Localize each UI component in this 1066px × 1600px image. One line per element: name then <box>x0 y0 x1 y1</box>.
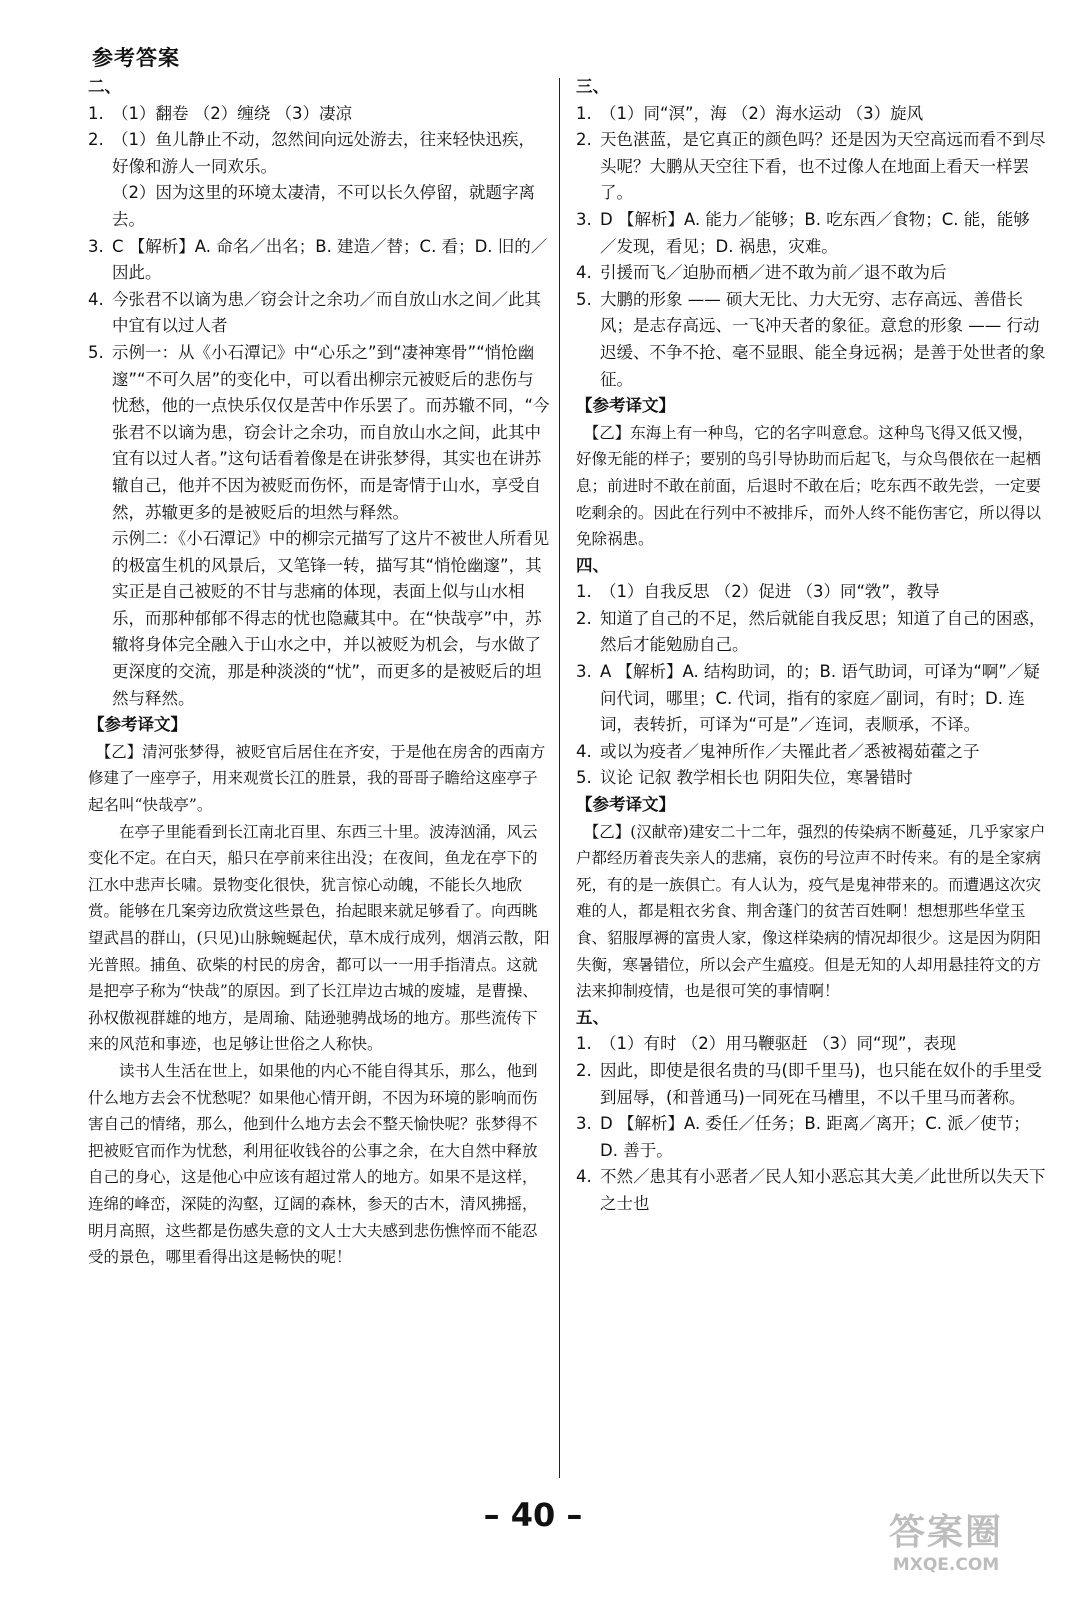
left-column <box>88 74 550 1271</box>
answer-item <box>576 287 1046 393</box>
reference-translation-heading: 【参考译文】 <box>88 715 187 735</box>
item-text: 今张君不以谪为患／窃会计之余功／而自放山水之间／此其中宜有以过人者 <box>112 289 541 336</box>
section-heading-4: 四、 <box>576 555 609 575</box>
answer-item <box>576 127 1046 207</box>
item-number: 1. <box>576 103 592 123</box>
item-number: 4. <box>576 263 592 283</box>
item-text: （1）同“溟”，海 （2）海水运动 （3）旋风 <box>600 103 924 123</box>
answer-item <box>576 1031 1046 1058</box>
item-number: 5. <box>576 289 592 309</box>
item-number: 5. <box>576 768 592 788</box>
item-number: 5. <box>88 342 104 362</box>
item-text: 知道了自己的不足，然后就能自我反思；知道了自己的困惑，然后才能勉励自己。 <box>600 608 1046 655</box>
answer-item <box>576 579 1046 606</box>
answer-item <box>576 659 1046 739</box>
answer-item <box>576 260 1046 287</box>
item-number: 1. <box>576 1034 592 1054</box>
item-text: （1）有时 （2）用马鞭驱赶 （3）同“现”，表现 <box>600 1034 957 1054</box>
watermark-logo <box>866 1504 1026 1584</box>
item-text: C 【解析】A. 命名／出名；B. 建造／替；C. 看；D. 旧的／因此。 <box>112 236 548 283</box>
item-number: 3. <box>576 1114 592 1134</box>
answer-item <box>576 1058 1046 1111</box>
answer-item <box>576 765 1046 792</box>
item-text: A 【解析】A. 结构助词，的；B. 语气助词，可译为“啊”／疑问代词，哪里；C. 代词，指有的家庭／副词，有时；D. 连词，表转折，可译为“可是”／连词，表顺承，不译。 <box>600 662 1040 735</box>
translation-paragraph: 读书人生活在世上，如果他的内心不能自得其乐，那么，他到什么地方去会不忧愁呢？如果他心情开朗，不因为环境的影响而伤害自己的情绪，那么，他到什么地方去会不整天愉快呢？张梦得不把被贬官而作为忧愁，利用征收钱谷的公事之余，在大自然中释放自己的身心，这是他心中应该有超过常人的地方。如果不是这样，连绵的峰峦，深陡的沟壑，辽阔的森林，参天的古木，清风拂摇，明月高照，这些都是伤感失意的文人士大夫感到悲伤憔悴而不能忍受的景色，哪里看得出这是畅快的呢！ <box>88 1061 538 1267</box>
item-text: （1）自我反思 （2）促进 （3）同“敩”，教导 <box>600 582 940 602</box>
item-text-continued: 示例二：《小石潭记》中的柳宗元描写了这片不被世人所看见的极富生机的风景后，又笔锋一转，描写其“悄怆幽邃”，其实正是自己被贬的不甘与悲痛的体现，表面上似与山水相乐，而那种郁郁不得志的忧也隐藏其中。在“快哉亭”中，苏辙将身体完全融入于山水之中，并以被贬为机会，与水做了更深度的交流，那是种淡淡的“忧”，而更多的是被贬后的坦然与释然。 <box>112 529 550 708</box>
answer-item <box>576 739 1046 766</box>
section-heading-5: 五、 <box>576 1007 609 1027</box>
item-text: （1）鱼儿静止不动，忽然间向远处游去，往来轻快迅疾，好像和游人一同欢乐。 <box>112 130 535 176</box>
page-number: – 40 – <box>483 1496 583 1534</box>
answer-item <box>88 234 550 287</box>
translation-paragraph: 【乙】(汉献帝)建安二十二年，强烈的传染病不断蔓延，几乎家家户户都经历着丧失亲人的悲痛，哀伤的号泣声不时传来。有的是全家病死，有的是一族俱亡。有人认为，疫气是鬼神带来的。而遭遇这次灾难的人，都是粗衣劣食、荆舍蓬门的贫苦百姓啊！想想那些华堂玉食、貂服厚褥的富贵人家，像这样染病的情况却很少。这是因为阴阳失衡，寒暑错位，所以会产生瘟疫。但是无知的人却用悬挂符文的方法来抑制疫情，也是很可笑的事情啊！ <box>576 822 1046 1001</box>
answer-item <box>88 340 550 526</box>
item-number: 3. <box>576 209 592 229</box>
item-number: 4. <box>88 289 104 309</box>
section-heading-3: 三、 <box>576 77 609 96</box>
right-column <box>576 74 1046 1218</box>
watermark-logo-text: 答案圈 <box>888 1512 1003 1553</box>
item-number: 2. <box>88 130 104 150</box>
item-number: 3. <box>88 236 104 256</box>
item-text: 因此，即使是很名贵的马(即千里马)，也只能在奴仆的手里受到屈辱，(和普通马)一同死在马槽里，不以千里马而著称。 <box>600 1060 1042 1107</box>
translation-paragraph: 【乙】东海上有一种鸟，它的名字叫意怠。这种鸟飞得又低又慢，好像无能的样子；要别的鸟引导协助而后起飞，与众鸟偎依在一起栖息；前进时不敢在前面，后退时不敢在后；吃东西不敢先尝，一定要吃剩余的。因此在行列中不被排斥，而外人终不能伤害它，所以得以免除祸患。 <box>576 423 1042 549</box>
item-text-continued: （2）因为这里的环境太凄清，不可以长久停留，就题字离去。 <box>112 183 535 229</box>
watermark-url: MXQE.COM <box>892 1555 1000 1575</box>
item-number: 1. <box>576 582 592 602</box>
item-number: 2. <box>576 1060 592 1080</box>
item-text: （1）翻卷 （2）缠绕 （3）凄凉 <box>112 103 352 123</box>
item-number: 3. <box>576 662 592 682</box>
item-number: 1. <box>88 103 104 123</box>
answer-item <box>88 287 550 340</box>
item-text: 天色湛蓝，是它真正的颜色吗？还是因为天空高远而看不到尽头呢？大鹏从天空往下看，也不过像人在地面上看天一样罢了。 <box>600 130 1046 203</box>
column-divider <box>559 78 560 1478</box>
item-text: 议论 记叙 教学相长也 阴阳失位，寒暑错时 <box>600 768 913 788</box>
answer-item <box>88 127 550 180</box>
answer-item <box>576 207 1046 260</box>
answer-item <box>576 101 1046 128</box>
translation-paragraph: 在亭子里能看到长江南北百里、东西三十里。波涛汹涌，风云变化不定。在白天，船只在亭前来往出没；在夜间，鱼龙在亭下的江水中悲声长啸。景物变化很快，犹言惊心动魄，不能长久地欣赏。能够在几案旁边欣赏这些景色，抬起眼来就足够看了。向西眺望武昌的群山，(只见)山脉蜿蜒起伏，草木成行成列，烟消云散，阳光普照。捕鱼、砍柴的村民的房舍，都可以一一用手指清点。这就是把亭子称为“快哉”的原因。到了长江岸边古城的废墟，是曹操、孙权傲视群雄的地方，是周瑜、陆逊驰骋战场的地方。那些流传下来的风范和事迹，也足够让世俗之人称快。 <box>88 822 550 1054</box>
answer-item <box>576 1111 1046 1164</box>
item-number: 4. <box>576 741 592 761</box>
item-text: 大鹏的形象 —— 硕大无比、力大无穷、志存高远、善借长风；是志存高远、一飞冲天者的象征。意怠的形象 —— 行动迟缓、不争不抢、毫不显眼、能全身远祸；是善于处世者的象征。 <box>600 289 1046 389</box>
answer-item <box>88 101 550 128</box>
item-text: 或以为疫者／鬼神所作／夫罹此者／悉被褐茹藿之子 <box>600 741 980 761</box>
item-text: 引援而飞／迫胁而栖／进不敢为前／退不敢为后 <box>600 263 947 283</box>
item-text: 示例一：从《小石潭记》中“心乐之”到“凄神寒骨”“悄怆幽邃”“不可久居”的变化中，可以看出柳宗元被贬后的悲伤与忧愁，他的一点快乐仅仅是苦中作乐罢了。而苏辙不同，“今张君不以谪为患，窃会计之余功，而自放山水之间，此其中宜有以过人者。”这句话看着像是在讲张梦得，其实也在讲苏辙自己，他并不因为被贬而伤怀，而是寄情于山水，享受自然，苏辙更多的是被贬后的坦然与释然。 <box>112 342 550 522</box>
item-text: D 【解析】A. 能力／能够；B. 吃东西／食物；C. 能，能够／发现，看见；D. 祸患，灾难。 <box>600 209 1030 256</box>
translation-paragraph: 【乙】清河张梦得，被贬官后居住在齐安，于是他在房舍的西南方修建了一座亭子，用来观赏长江的胜景，我的哥哥子瞻给这座亭子起名叫“快哉亭”。 <box>88 742 546 815</box>
item-number: 4. <box>576 1167 592 1187</box>
section-heading-2: 二、 <box>88 77 121 96</box>
answer-item <box>576 1164 1046 1217</box>
reference-translation-heading: 【参考译文】 <box>576 396 675 416</box>
reference-translation-heading: 【参考译文】 <box>576 795 675 815</box>
item-text: D 【解析】A. 委任／任务；B. 距离／离开；C. 派／使节；D. 善于。 <box>600 1114 1030 1160</box>
item-number: 2. <box>576 608 592 628</box>
answer-item <box>576 606 1046 659</box>
item-text: 不然／患其有小恶者／民人知小恶忘其大美／此世所以失天下之士也 <box>600 1167 1046 1213</box>
item-number: 2. <box>576 130 592 150</box>
page-title: 参考答案 <box>92 46 180 70</box>
